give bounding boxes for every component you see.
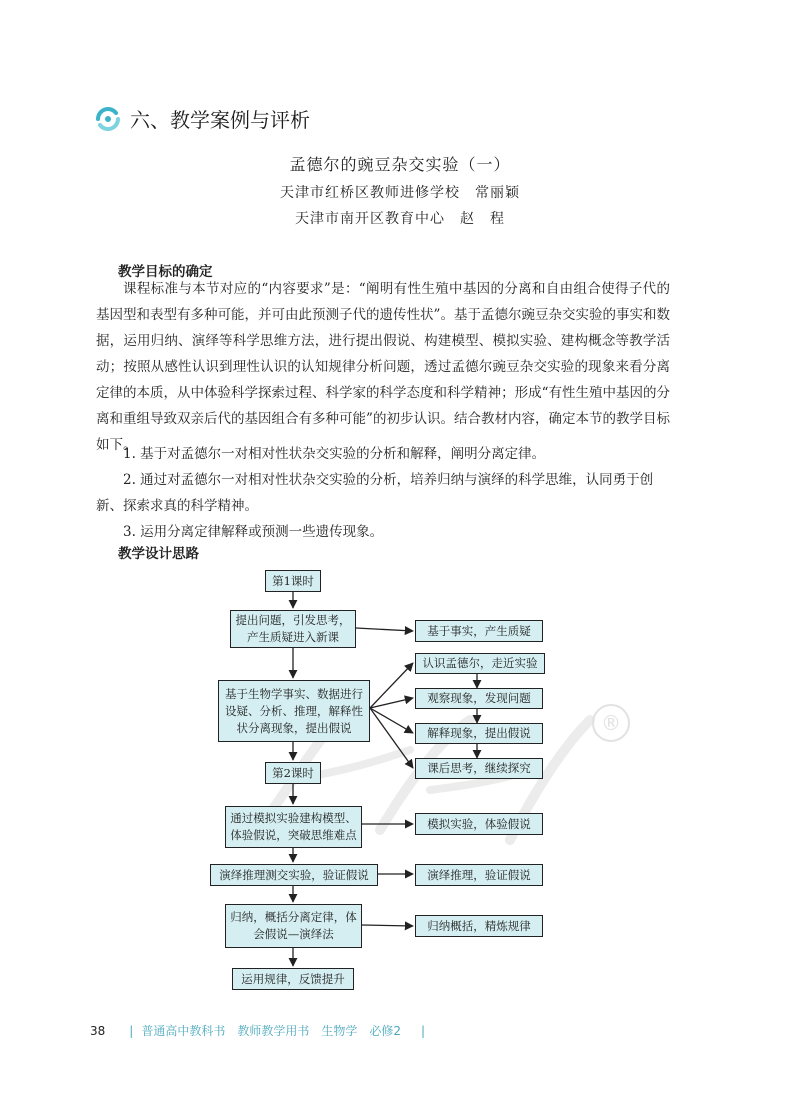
step2-side-1: 认识孟德尔，走近实验 bbox=[415, 653, 545, 674]
step2-side-2: 观察现象，发现问题 bbox=[415, 688, 543, 709]
step4-box: 演绎推理测交实验，验证假说 bbox=[210, 864, 378, 886]
step2-side-3: 解释现象，提出假说 bbox=[415, 723, 543, 744]
step5-box: 归纳，概括分离定律，体会假说—演绎法 bbox=[225, 904, 362, 948]
author-line-2: 天津市南开区教育中心 赵 程 bbox=[295, 211, 505, 227]
step2-box: 基于生物学事实、数据进行设疑、分析、推理，解释性状分离现象，提出假说 bbox=[218, 680, 370, 742]
objective-item-3: 3. 运用分离定律解释或预测一些遗传现象。 bbox=[123, 524, 384, 540]
step5-side-box: 归纳概括，精炼规律 bbox=[415, 915, 543, 937]
footer-separator: | bbox=[129, 1023, 134, 1038]
footer-crumb-textbook: 普通高中教科书 bbox=[141, 1024, 226, 1038]
step3-box: 通过模拟实验建构模型、体验假说，突破思维难点 bbox=[225, 806, 362, 848]
subhead-objectives: 教学目标的确定 bbox=[118, 264, 213, 280]
objective-item-1: 1. 基于对孟德尔一对相对性状杂交实验的分析和解释，阐明分离定律。 bbox=[123, 446, 546, 462]
footer-crumb-volume: 必修2 bbox=[369, 1024, 402, 1038]
step1-side-box: 基于事实，产生质疑 bbox=[415, 620, 543, 642]
step3-side-box: 模拟实验，体验假说 bbox=[415, 813, 543, 835]
step4-side-box: 演绎推理，验证假说 bbox=[415, 864, 543, 886]
step1-box: 提出问题，引发思考，产生质疑进入新课 bbox=[230, 610, 356, 648]
page-footer bbox=[90, 1022, 433, 1039]
heading-text: 六、教学案例与评析 bbox=[130, 108, 310, 132]
subhead-design: 教学设计思路 bbox=[118, 546, 199, 562]
objectives-paragraph: 课程标准与本节对应的“内容要求”是：“阐明有性生殖中基因的分离和自由组合使得子代的基因型和表型有多种可能，并可由此预测子代的遗传性状”。基于孟德尔豌豆杂交实验的事实和数据，运用归纳、演绎等科学思维方法，进行提出假说、构建模型、模拟实验、建构概念等教学活动；按照从感性认识到理性认识的认知规律分析问题，透过孟德尔豌豆杂交实验的现象来看分离定律的本质，从中体验科学探索过程、科学家的科学态度和科学精神；形成“有性生殖中基因的分离和重组导致双亲后代的基因组合有多种可能”的初步认识。结合教材内容，确定本节的教学目标如下。 bbox=[96, 281, 670, 453]
author-line-1: 天津市红桥区教师进修学校 常丽颖 bbox=[280, 185, 520, 201]
lesson2-label: 第2课时 bbox=[265, 762, 321, 784]
lesson1-label: 第1课时 bbox=[265, 570, 321, 592]
footer-crumb-teacher-book: 教师教学用书 bbox=[237, 1024, 310, 1038]
registered-mark: ® bbox=[592, 704, 630, 742]
footer-separator-end: | bbox=[421, 1023, 426, 1038]
footer-crumb-subject: 生物学 bbox=[321, 1024, 358, 1038]
step6-box: 运用规律，反馈提升 bbox=[232, 968, 354, 990]
article-title: 孟德尔的豌豆杂交实验（一） bbox=[289, 155, 511, 174]
step2-side-4: 课后思考，继续探究 bbox=[415, 758, 543, 779]
objective-item-2: 2. 通过对孟德尔一对相对性状杂交实验的分析，培养归纳与演绎的科学思维，认同勇于创新、探索求真的科学精神。 bbox=[96, 472, 654, 514]
page-number: 38 bbox=[90, 1023, 106, 1038]
